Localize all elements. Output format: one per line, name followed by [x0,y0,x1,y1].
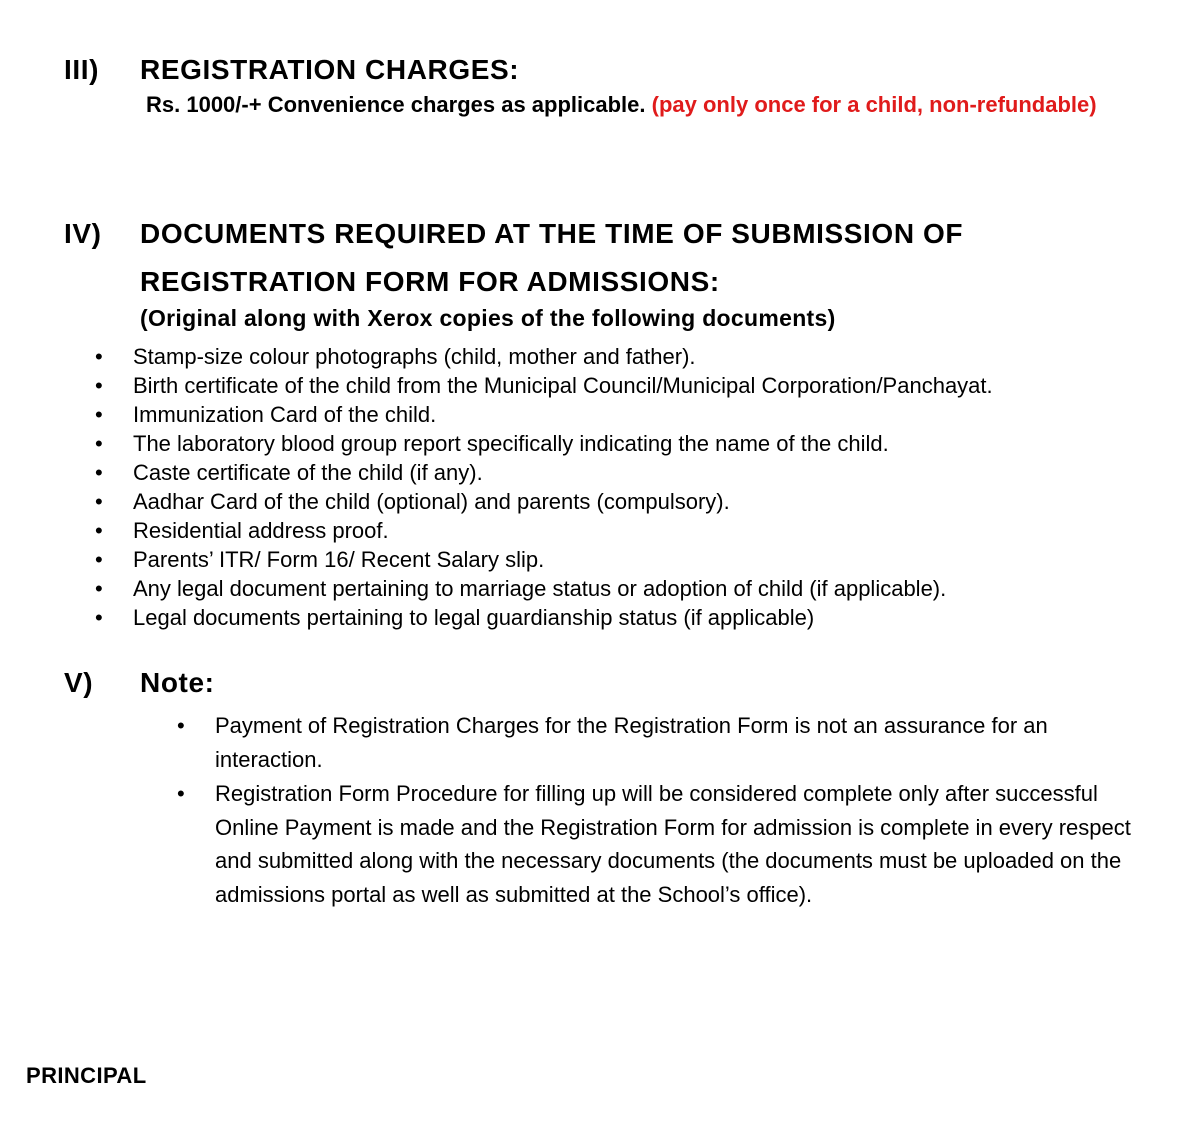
list-item: • Any legal document pertaining to marriage status or adoption of child (if applicable). [95,574,1175,603]
list-item: • Birth certificate of the child from the Municipal Council/Municipal Corporation/Panchayat. [95,371,1175,400]
registration-charges-text [140,90,1120,120]
list-item: • The laboratory blood group report specifically indicating the name of the child. [95,429,1175,458]
section-number: IV) [64,218,102,249]
list-item: • Stamp-size colour photographs (child, mother and father). [95,342,1175,371]
list-item: • Registration Form Procedure for filling up will be considered complete only after successful Online Payment is made and the Registration Form for admission is complete in every respect and submitted along with the necessary documents (the documents must be uploaded on the admissions portal as well as submitted at the School’s office). [175,777,1145,911]
list-item: • Immunization Card of the child. [95,400,1175,429]
documents-list [95,342,1175,632]
list-item: • Parents’ ITR/ Form 16/ Recent Salary slip. [95,545,1175,574]
section-number: V) [64,667,94,698]
principal-signature-label: PRINCIPAL [26,1063,147,1088]
list-item: • Aadhar Card of the child (optional) and parents (compulsory). [95,487,1175,516]
section-documents-heading [64,210,963,306]
section-number: III) [64,54,100,85]
section-note-heading [64,667,215,699]
list-item: • Caste certificate of the child (if any). [95,458,1175,487]
section-title [140,210,963,306]
section-title: Note: [140,667,215,698]
notes-list [175,709,1145,912]
list-item: • Legal documents pertaining to legal guardianship status (if applicable) [95,603,1175,632]
list-item: • Payment of Registration Charges for the Registration Form is not an assurance for an interaction. [175,709,1145,776]
list-item: • Residential address proof. [95,516,1175,545]
section-title-line-1: DOCUMENTS REQUIRED AT THE TIME OF SUBMISSION OF [140,218,964,249]
charges-red-note: (pay only once for a child, non-refundable) [651,92,1097,117]
documents-subtitle: (Original along with Xerox copies of the following documents) [140,305,836,331]
section-title: REGISTRATION CHARGES: [140,54,520,85]
section-title-line-2: REGISTRATION FORM FOR ADMISSIONS: [140,266,720,297]
charges-amount: Rs. 1000/-+ Convenience charges as applicable. [146,92,646,117]
section-registration-charges-heading [64,54,519,86]
